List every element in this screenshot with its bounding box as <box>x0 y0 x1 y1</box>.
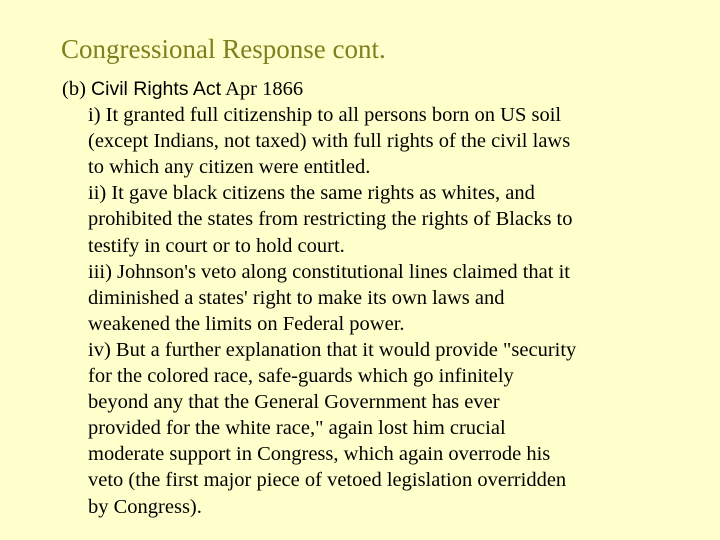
point-line: provided for the white race," again lost him crucial <box>88 417 506 440</box>
point-i <box>62 102 682 180</box>
point-line: iv) But a further explanation that it would provide "security <box>88 338 577 361</box>
act-date: Apr 1866 <box>225 78 304 100</box>
point-line: prohibited the states from restricting the rights of Blacks to <box>88 208 573 231</box>
point-line: for the colored race, safe-guards which go infinitely <box>88 365 514 388</box>
point-line: diminished a states' right to make its own laws and <box>88 286 505 309</box>
point-line: weakened the limits on Federal power. <box>88 312 405 335</box>
point-iii <box>62 259 682 337</box>
point-line: veto (the first major piece of vetoed legislation overridden <box>88 469 567 492</box>
point-line: beyond any that the General Government has ever <box>88 391 500 414</box>
act-name: Civil Rights Act <box>91 78 222 100</box>
point-line: to which any citizen were entitled. <box>88 156 371 179</box>
slide-title: Congressional Response cont. <box>61 34 386 64</box>
point-line: ii) It gave black citizens the same rights as whites, and <box>88 182 535 205</box>
point-iv <box>62 337 682 520</box>
point-line: moderate support in Congress, which again overrode his <box>88 443 551 466</box>
point-line: testify in court or to hold court. <box>88 234 345 257</box>
point-line: by Congress). <box>88 495 202 518</box>
point-line: iii) Johnson's veto along constitutional lines claimed that it <box>88 260 570 283</box>
point-line: i) It granted full citizenship to all persons born on US soil <box>88 104 562 127</box>
point-ii <box>62 180 682 258</box>
point-line: (except Indians, not taxed) with full rights of the civil laws <box>88 130 571 153</box>
section-heading <box>62 76 682 102</box>
slide-body <box>62 76 682 520</box>
section-prefix: (b) <box>62 78 86 100</box>
